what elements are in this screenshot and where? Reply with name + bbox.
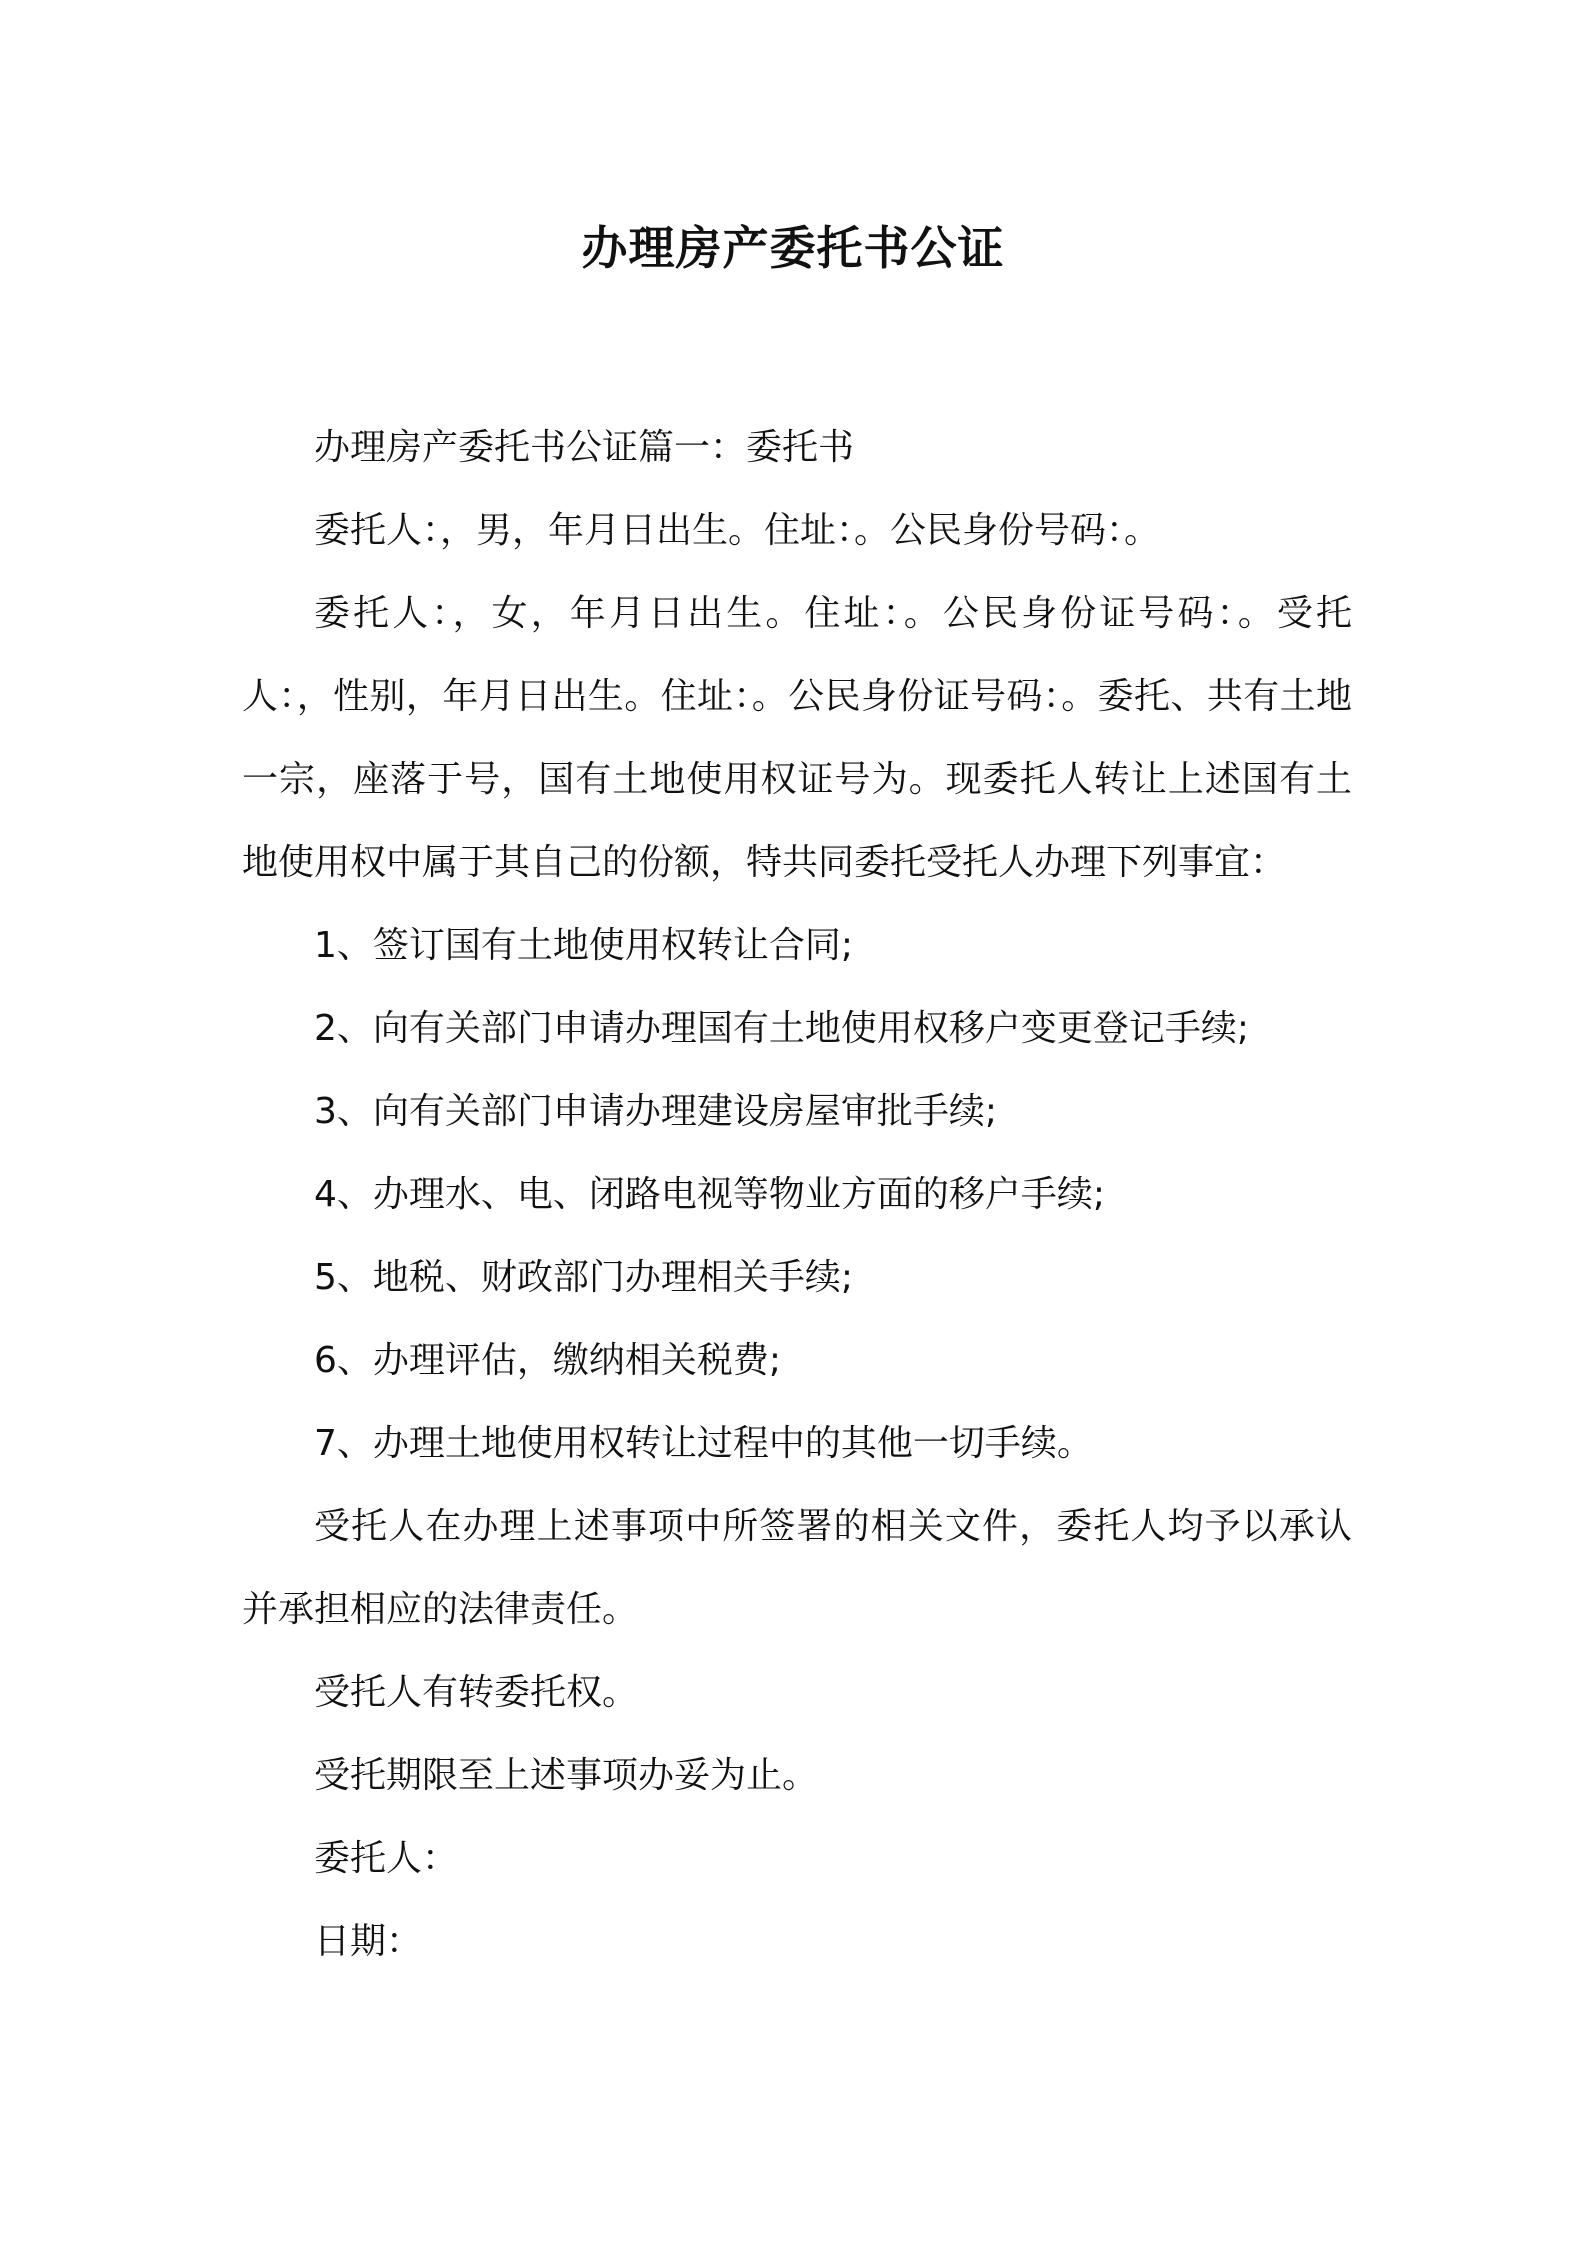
document-title: 办理房产委托书公证 xyxy=(581,221,1005,275)
list-item: 1、签订国有土地使用权转让合同; xyxy=(314,925,854,966)
date-label: 日期： xyxy=(314,1921,423,1962)
principal-signature-label: 委托人： xyxy=(314,1838,459,1879)
section-heading: 办理房产委托书公证篇一：委托书 xyxy=(314,427,855,468)
list-item: 2、向有关部门申请办理国有土地使用权移户变更登记手续; xyxy=(314,1008,1250,1049)
list-item: 3、向有关部门申请办理建设房屋审批手续; xyxy=(314,1091,998,1132)
list-item: 5、地税、财政部门办理相关手续; xyxy=(314,1257,854,1298)
principal-male-paragraph: 委托人：，男，年月日出生。住址：。公民身份号码：。 xyxy=(314,510,1161,551)
document-body xyxy=(242,406,1352,1983)
term-paragraph: 受托期限至上述事项办妥为止。 xyxy=(314,1755,819,1796)
list-item: 6、办理评估，缴纳相关税费; xyxy=(314,1340,782,1381)
subdelegation-paragraph: 受托人有转委托权。 xyxy=(314,1672,639,1713)
list-item: 7、办理土地使用权转让过程中的其他一切手续。 xyxy=(314,1423,1093,1464)
liability-paragraph: 受托人在办理上述事项中所签署的相关文件，委托人均予以承认并承担相应的法律责任。 xyxy=(242,1506,1352,1630)
principal-female-paragraph: 委托人：，女，年月日出生。住址：。公民身份证号码：。受托人：，性别，年月日出生。住址：。公民身份证号码：。委托、共有土地一宗，座落于号，国有土地使用权证号为。现委托人转让上述国有土地使用权中属于其自己的份额，特共同委托受托人办理下列事宜： xyxy=(242,593,1352,883)
list-item: 4、办理水、电、闭路电视等物业方面的移户手续; xyxy=(314,1174,1106,1215)
